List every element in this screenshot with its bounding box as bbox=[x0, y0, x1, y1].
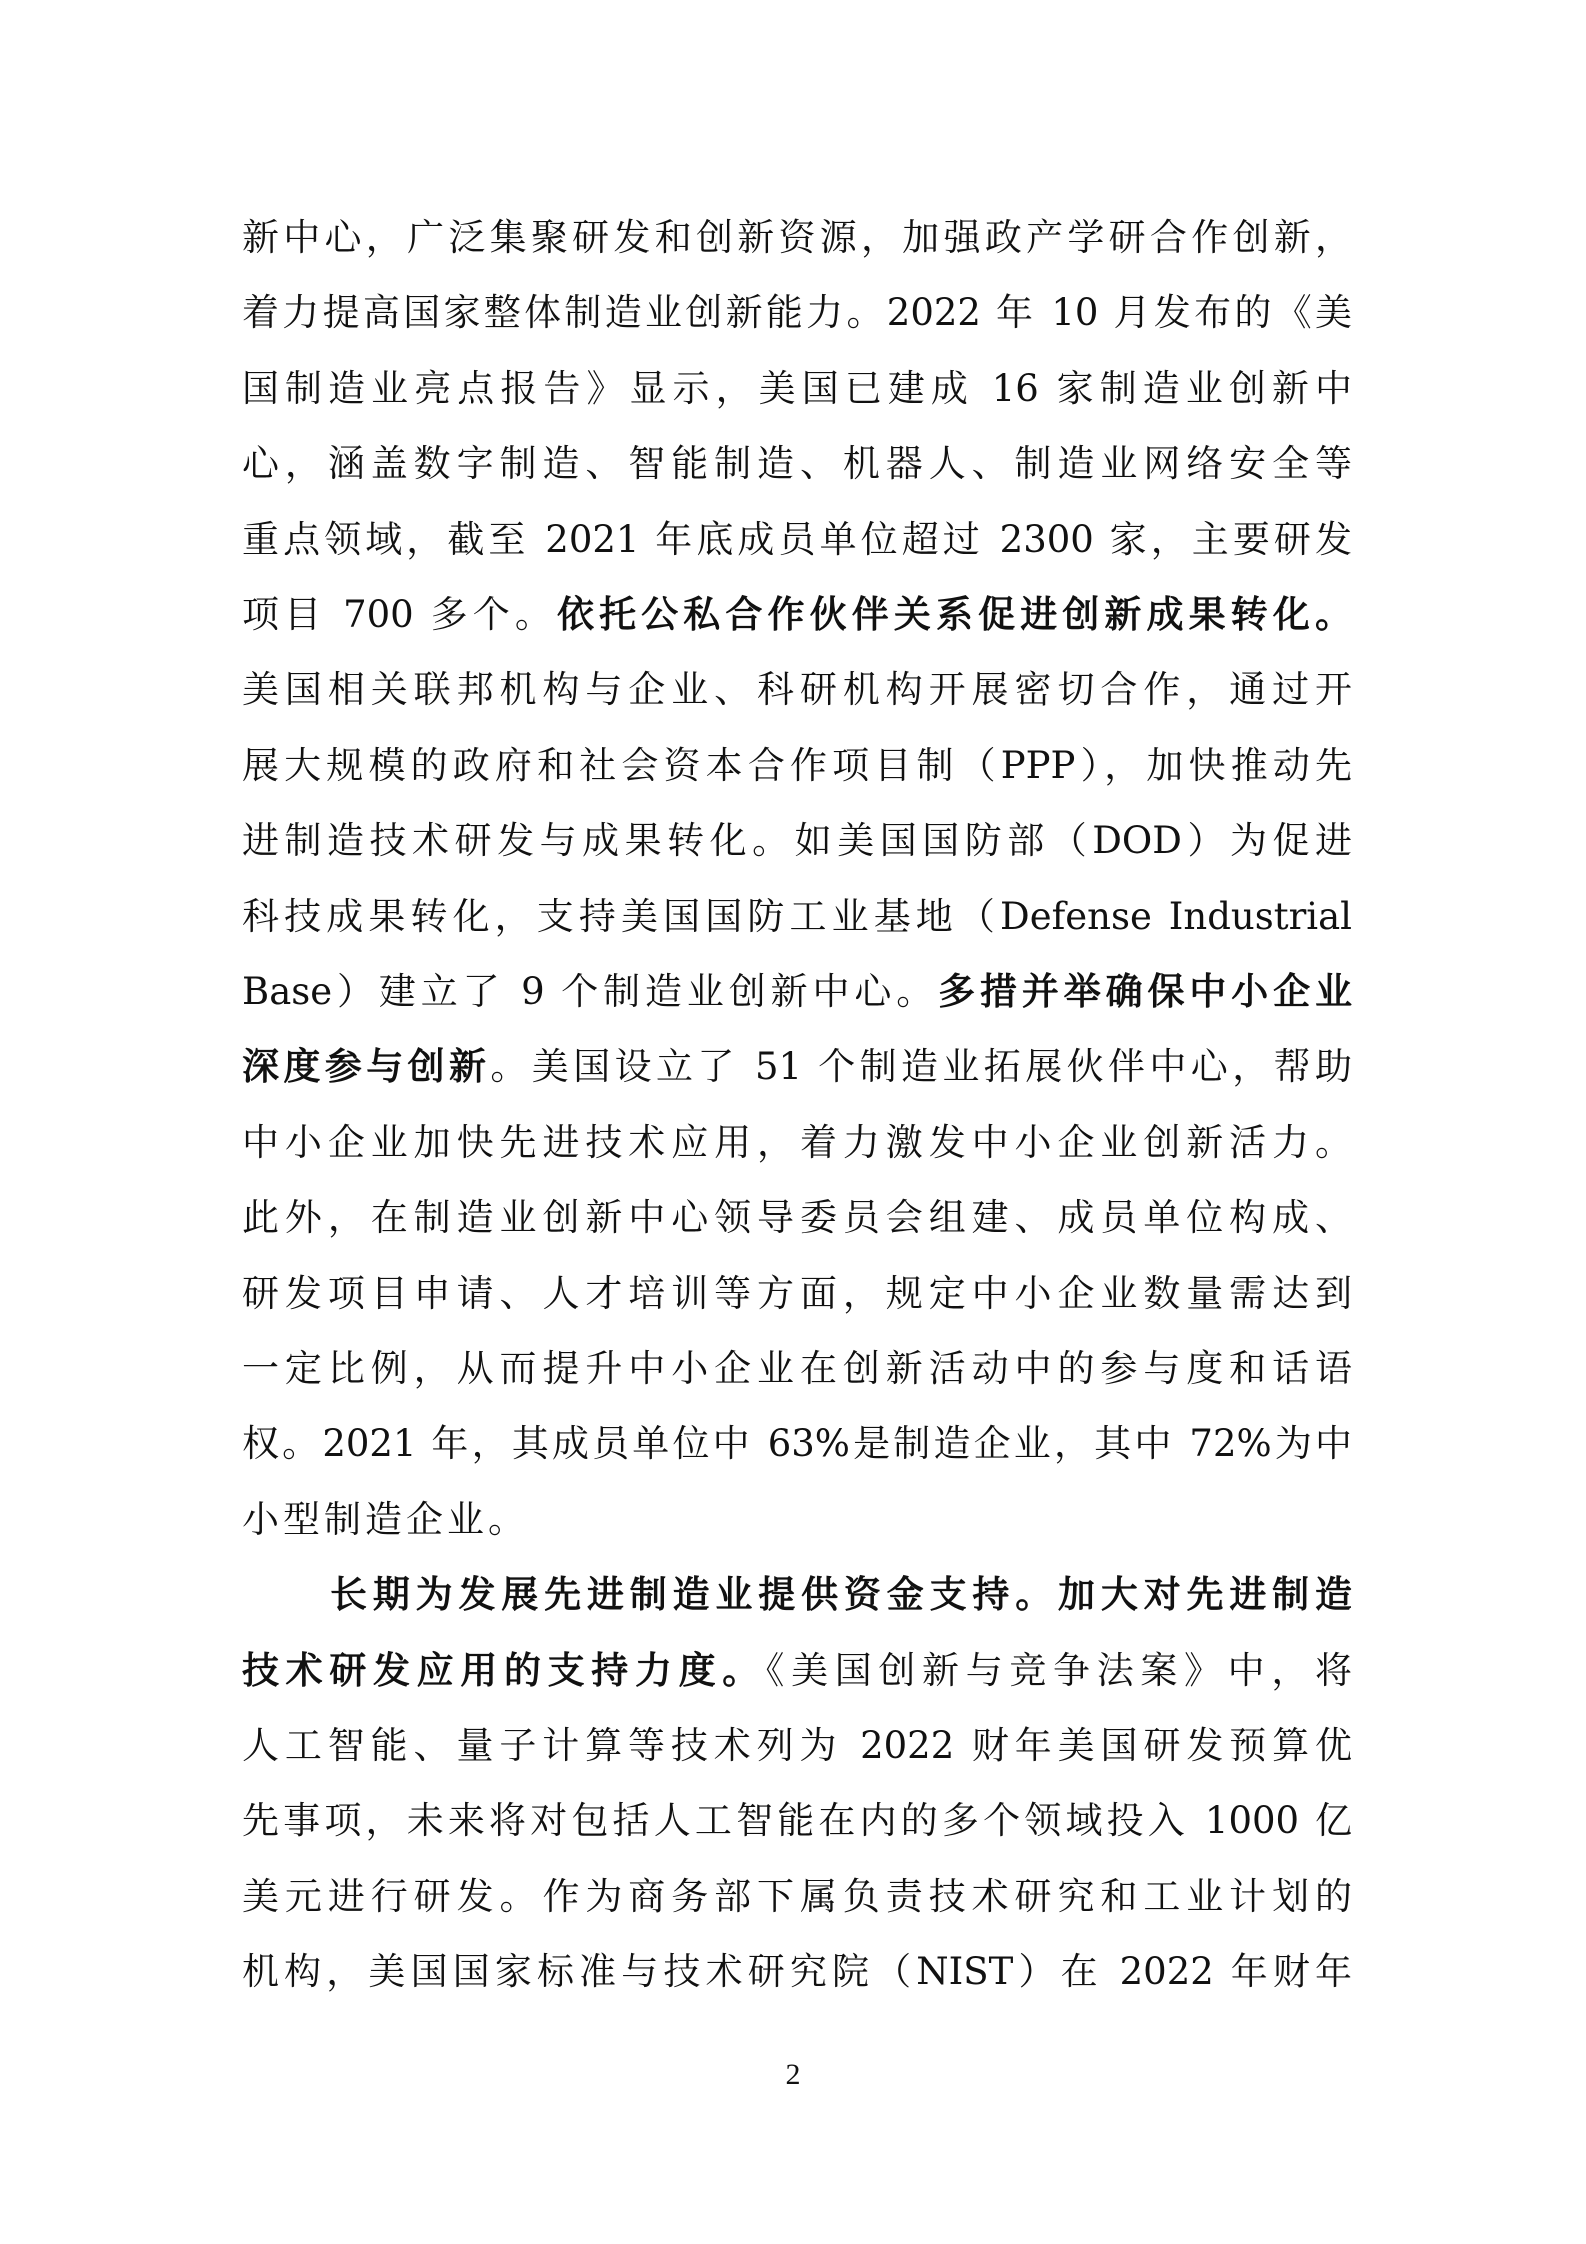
bold-text: 长期为发展先进制造业提供资金支持。加大对先进制造 bbox=[330, 1573, 1352, 1617]
text-line bbox=[242, 1188, 1352, 1248]
text-line bbox=[242, 585, 1352, 645]
body-text: 项目 700 多个。 bbox=[242, 593, 557, 636]
bold-text: 多措并举确保中小企业 bbox=[938, 970, 1353, 1013]
bold-text: 依托公私合作伙伴关系促进创新成果转化。 bbox=[556, 593, 1352, 636]
text-line bbox=[242, 208, 1352, 268]
text-line bbox=[242, 283, 1352, 343]
body-text: 重点领域，截至 2021 年底成员单位超过 2300 家，主要研发 bbox=[242, 517, 1352, 561]
text-line bbox=[242, 1791, 1352, 1851]
body-text: 机构，美国国家标准与技术研究院（NIST）在 2022 年财年 bbox=[242, 1950, 1352, 1994]
bold-text: 深度参与创新 bbox=[242, 1045, 491, 1089]
text-line bbox=[242, 1942, 1352, 2002]
body-text: 美元进行研发。作为商务部下属负责技术研究和工业计划的 bbox=[242, 1874, 1352, 1918]
body-text: 新中心，广泛集聚研发和创新资源，加强政产学研合作创新， bbox=[242, 216, 1352, 259]
bold-text: 技术研发应用的支持力度。 bbox=[242, 1648, 766, 1692]
text-line bbox=[242, 1716, 1352, 1776]
body-text: 一定比例，从而提升中小企业在创新活动中的参与度和话语 bbox=[242, 1347, 1352, 1390]
body-text: Base）建立了 9 个制造业创新中心。 bbox=[242, 970, 939, 1013]
text-line bbox=[242, 1037, 1352, 1097]
body-text: 中小企业加快先进技术应用，着力激发中小企业创新活力。 bbox=[242, 1120, 1352, 1164]
text-line bbox=[242, 736, 1352, 796]
text-line bbox=[242, 510, 1352, 570]
text-line bbox=[242, 660, 1352, 720]
text-line bbox=[242, 1490, 1352, 1550]
body-text: 。美国设立了 51 个制造业拓展伙伴中心，帮助 bbox=[490, 1045, 1353, 1089]
body-text: 进制造技术研发与成果转化。如美国国防部（DOD）为促进 bbox=[242, 819, 1352, 863]
text-line bbox=[242, 1641, 1352, 1701]
body-text: 科技成果转化，支持美国国防工业基地（Defense Industrial bbox=[242, 894, 1352, 938]
body-text: 展大规模的政府和社会资本合作项目制（PPP），加快推动先 bbox=[242, 743, 1352, 787]
body-text: 研发项目申请、人才培训等方面，规定中小企业数量需达到 bbox=[242, 1271, 1352, 1315]
body-text: 美国相关联邦机构与企业、科研机构开展密切合作，通过开 bbox=[242, 668, 1352, 712]
text-line bbox=[242, 1414, 1352, 1474]
body-text: 《美国创新与竞争法案》中，将 bbox=[765, 1648, 1353, 1692]
text-line bbox=[242, 1867, 1352, 1927]
body-text: 心，涵盖数字制造、智能制造、机器人、制造业网络安全等 bbox=[242, 442, 1352, 486]
text-line bbox=[242, 887, 1352, 947]
page-number: 2 bbox=[785, 2058, 801, 2091]
body-text: 国制造业亮点报告》显示，美国已建成 16 家制造业创新中 bbox=[242, 366, 1352, 410]
body-text: 人工智能、量子计算等技术列为 2022 财年美国研发预算优 bbox=[242, 1724, 1352, 1767]
body-text: 权。2021 年，其成员单位中 63%是制造企业，其中 72%为中 bbox=[242, 1422, 1352, 1466]
body-text: 着力提高国家整体制造业创新能力。2022 年 10 月发布的《美 bbox=[242, 291, 1352, 335]
text-line bbox=[242, 811, 1352, 871]
text-line bbox=[242, 1339, 1352, 1399]
body-text: 此外，在制造业创新中心领导委员会组建、成员单位构成、 bbox=[242, 1196, 1352, 1240]
text-line bbox=[242, 962, 1352, 1022]
text-line bbox=[242, 1113, 1352, 1173]
text-line bbox=[330, 1565, 1352, 1625]
text-line bbox=[242, 359, 1352, 419]
body-text: 小型制造企业。 bbox=[242, 1497, 529, 1541]
text-line bbox=[242, 1264, 1352, 1324]
text-line bbox=[242, 434, 1352, 494]
body-text: 先事项，未来将对包括人工智能在内的多个领域投入 1000 亿 bbox=[242, 1799, 1352, 1843]
